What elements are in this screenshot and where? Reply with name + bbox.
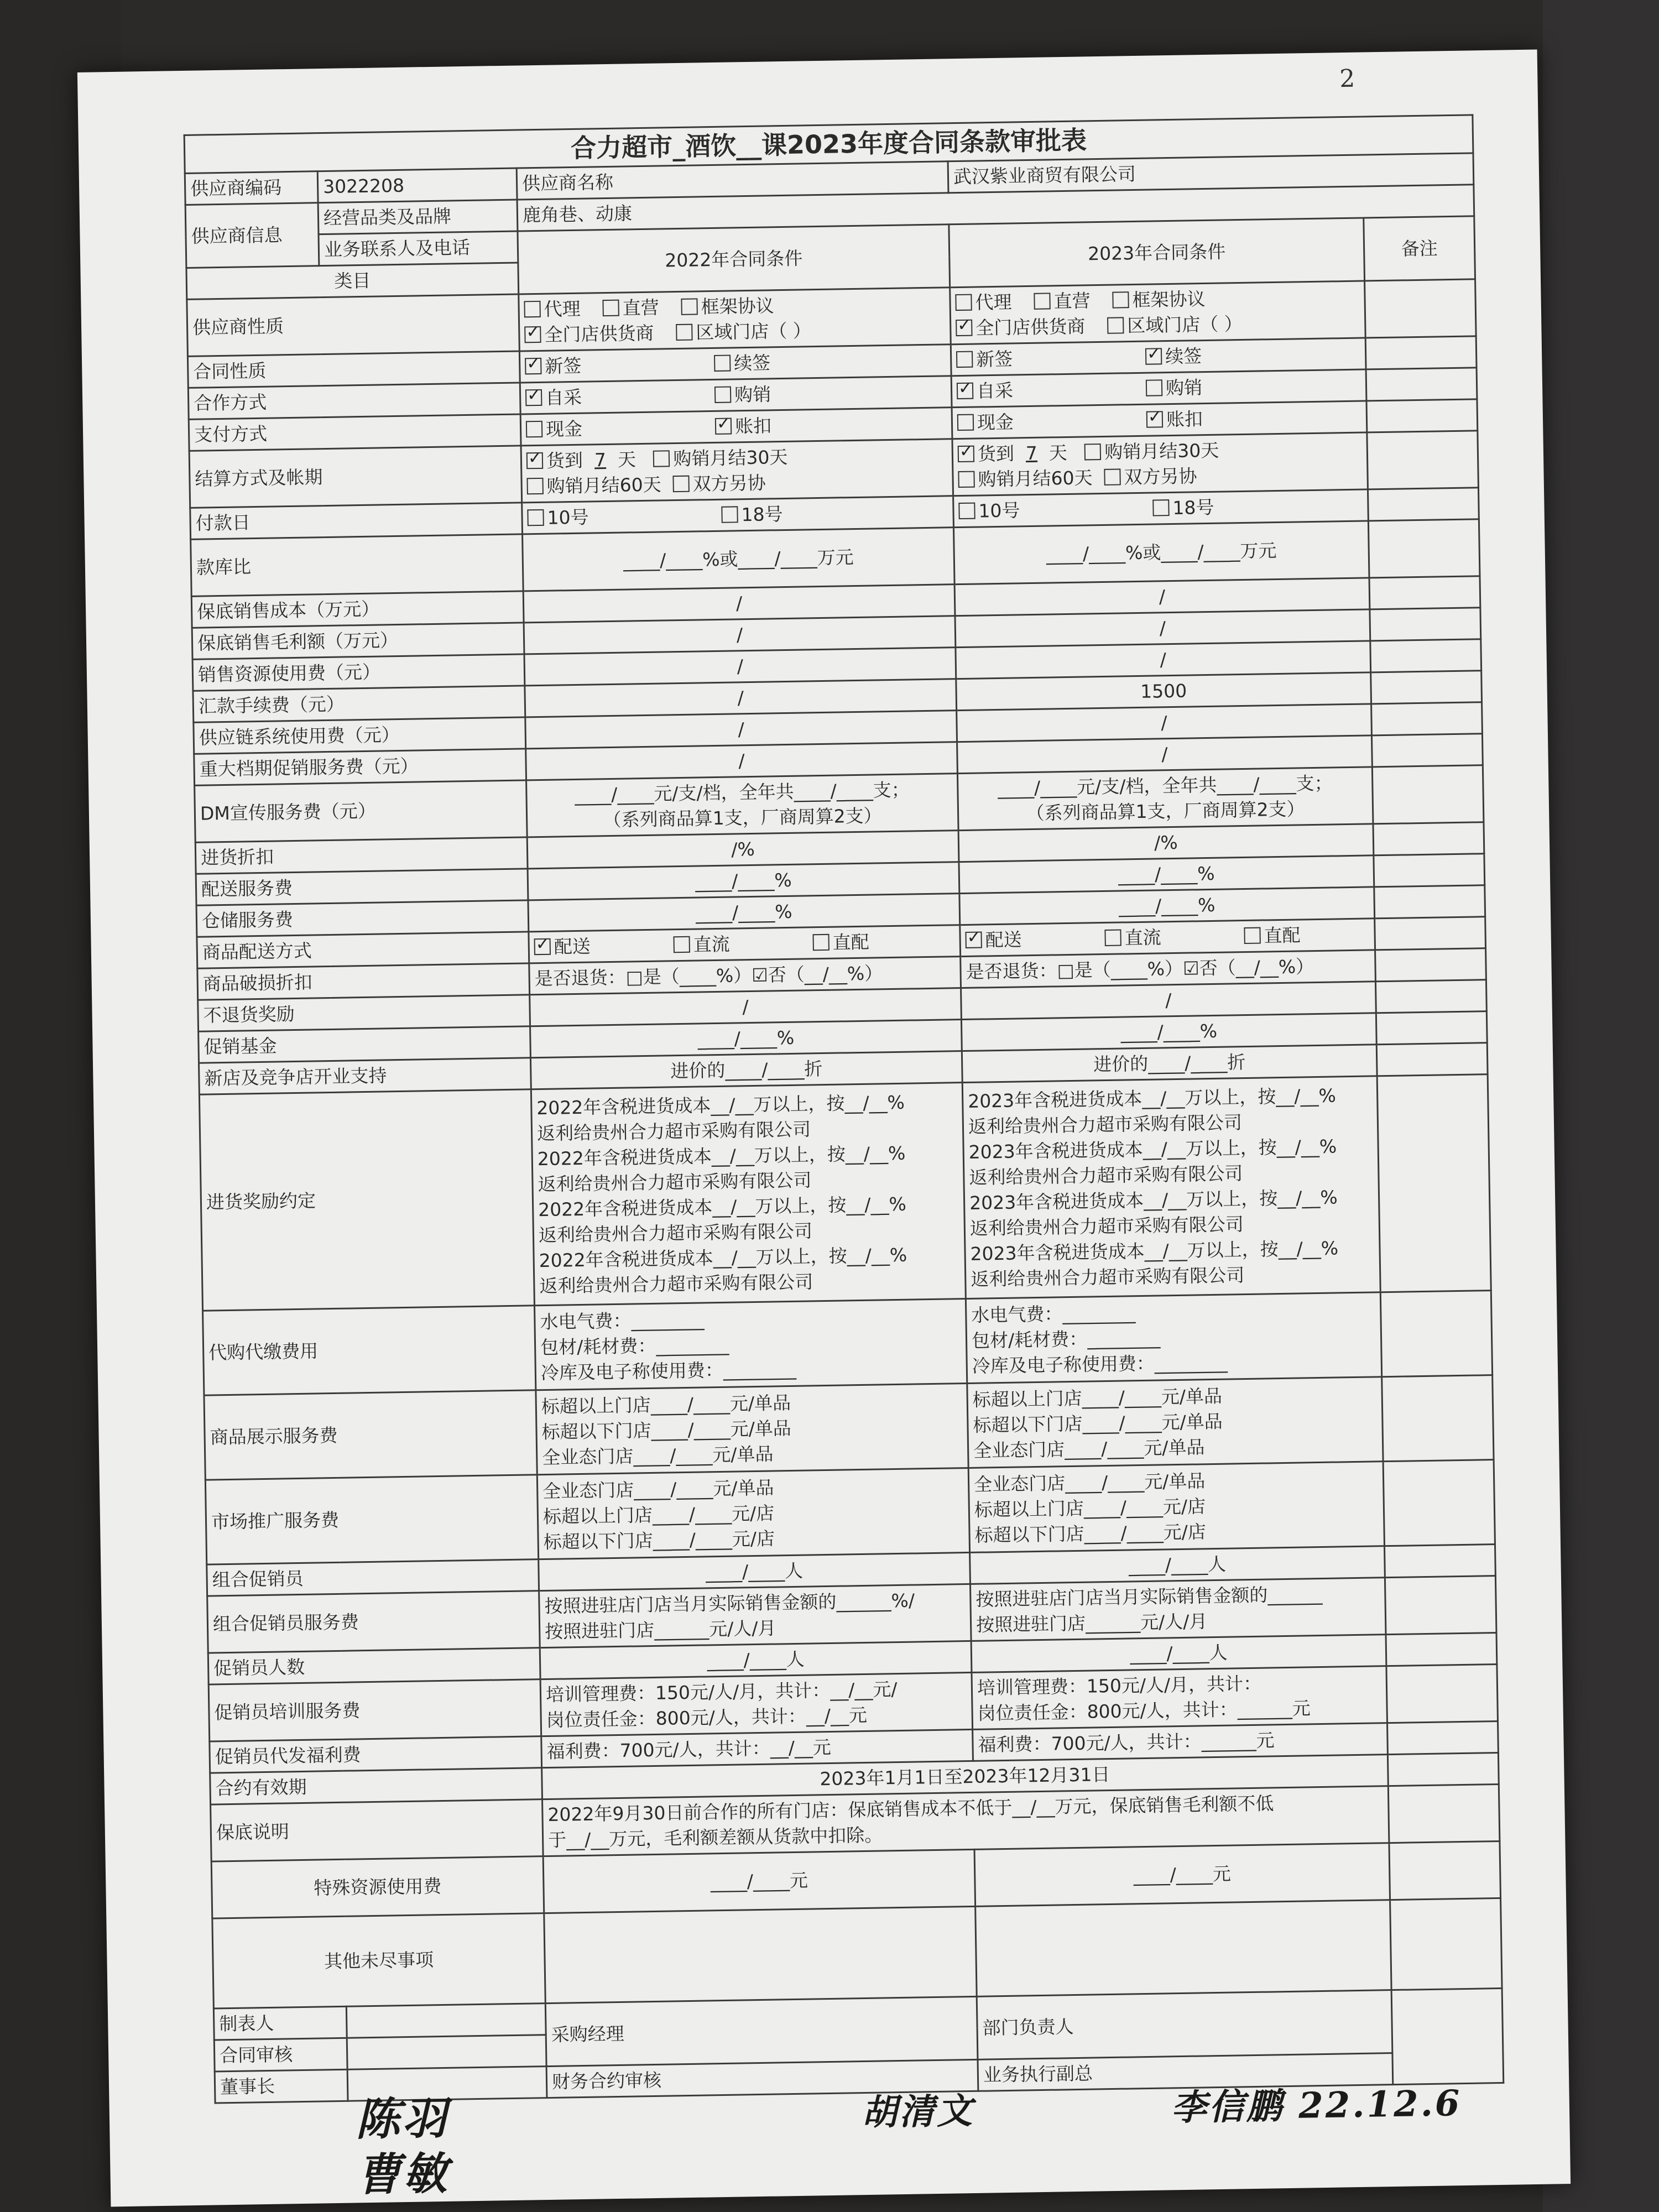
- remark-cell: [1374, 854, 1485, 887]
- contract-form-paper: [77, 50, 1571, 2207]
- checkbox-icon: [721, 506, 738, 523]
- option-label: 现金: [545, 418, 583, 440]
- min-cost-2022: /: [523, 585, 955, 623]
- checkbox-icon: [1152, 499, 1169, 516]
- checked-box-icon: [526, 452, 543, 469]
- combo-fee-line: 按照进驻店门店当月实际销售金额的______: [975, 1583, 1323, 1610]
- remit-fee-label: 汇款手续费（元）: [193, 686, 525, 722]
- res-fee-2022: /: [524, 648, 956, 686]
- remit-fee-2022: /: [525, 679, 957, 717]
- market-line: 标超以下门店____/____元/店: [974, 1521, 1207, 1546]
- header-remark: 备注: [1364, 216, 1475, 281]
- delivery-label: 商品配送方式: [197, 932, 529, 968]
- promo-fund-2022: ____/____%: [530, 1020, 962, 1058]
- dm-fee-2022: [526, 774, 959, 837]
- agency-2023: [966, 1292, 1381, 1384]
- promoters-2023: ____/____人: [971, 1635, 1386, 1673]
- market-line: 标超以上门店____/____元/店: [974, 1495, 1206, 1521]
- dm-fee-2023: [957, 767, 1373, 831]
- review-label: 合同审核: [214, 2038, 347, 2072]
- option-label: 货到: [977, 442, 1015, 465]
- new-store-2022: 进价的____/____折: [530, 1051, 962, 1089]
- ratio-label: 款库比: [191, 534, 524, 596]
- rebate-line: 2023年含税进货成本__/__万以上，按__/__%: [970, 1237, 1339, 1265]
- display-line: 标超以下门店____/____元/单品: [973, 1410, 1223, 1436]
- guarantee-line: 2022年9月30日前合作的所有门店：保底销售成本不低于__/__万元，保底销售毛利额不低: [547, 1792, 1274, 1825]
- min-margin-2023: /: [955, 609, 1370, 648]
- rebate-line: 2023年含税进货成本__/__万以上，按__/__%: [969, 1186, 1338, 1214]
- scm-fee-label: 供应链系统使用费（元）: [194, 717, 526, 754]
- maker-signature: 陈羽: [355, 2091, 449, 2146]
- promoters-2022: ____/____人: [540, 1641, 972, 1679]
- dm-fee-line2: （系列商品算1支，厂商周算2支）: [603, 805, 882, 831]
- option-label: 账扣: [734, 415, 772, 437]
- checked-box-icon: [965, 931, 982, 948]
- storage-fee-label: 仓储服务费: [196, 900, 529, 937]
- option-label: 续签: [1165, 345, 1202, 368]
- training-line: 岗位责任金：800元/人，共计：______元: [977, 1697, 1311, 1724]
- rebate-line: 返利给贵州合力超市采购有限公司: [536, 1118, 811, 1145]
- rebate-line: 2023年含税进货成本__/__万以上，按__/__%: [967, 1084, 1337, 1112]
- option-label: 框架协议: [701, 295, 774, 318]
- checkbox-icon: [653, 450, 670, 467]
- res-fee-2023: /: [956, 641, 1371, 679]
- dist-fee-2022: ____/____%: [528, 862, 959, 900]
- option-label: 10号: [547, 506, 589, 529]
- checkbox-icon: [957, 414, 974, 431]
- rebate-line: 返利给贵州合力超市采购有限公司: [969, 1213, 1244, 1239]
- remark-cell: [1374, 885, 1485, 919]
- welfare-2022: 福利费：700元/人，共计：__/__元: [541, 1729, 973, 1767]
- ratio-2022: ____/____%或____/____万元: [523, 528, 955, 591]
- option-label: 购销月结60天: [978, 467, 1093, 491]
- checkbox-icon: [526, 478, 543, 494]
- checked-box-icon: [956, 320, 972, 336]
- nature-2022: [519, 288, 951, 351]
- training-2022: [540, 1672, 973, 1736]
- dm-fee-line2: （系列商品算1支，厂商周算2支）: [1026, 798, 1305, 825]
- combo-fee-line: 按照进驻门店______元/人/月: [544, 1617, 776, 1643]
- settle-label: 结算方式及帐期: [189, 446, 522, 508]
- rebate-2023: [962, 1076, 1380, 1299]
- checked-box-icon: [715, 418, 732, 434]
- approval-form: [184, 114, 1503, 2201]
- min-margin-label: 保底销售毛利额（万元）: [192, 623, 524, 659]
- market-line: 标超以下门店____/____元/店: [543, 1527, 775, 1553]
- option-label: 购销: [1165, 377, 1203, 399]
- chairman-label: 董事长: [215, 2069, 348, 2103]
- option-label: 购销月结30天: [1104, 439, 1219, 463]
- checkbox-icon: [956, 351, 973, 368]
- storage-fee-2023: ____/____%: [959, 887, 1375, 925]
- promo-fee-2023: /: [957, 735, 1373, 774]
- finance-label: 财务合约审核: [546, 2059, 978, 2098]
- remark-cell: [1385, 1576, 1496, 1635]
- remark-cell: [1391, 1988, 1504, 2084]
- other-2022: [544, 1906, 977, 2003]
- remark-cell: [1386, 1633, 1497, 1666]
- agency-line: 包材/耗材费：________: [971, 1327, 1161, 1352]
- dist-fee-label: 配送服务费: [196, 869, 528, 905]
- remark-cell: [1371, 671, 1482, 704]
- checkbox-icon: [1244, 927, 1260, 944]
- header-2023: 2023年合同条件: [949, 218, 1365, 288]
- dm-fee-line1: ____/____元/支/档，全年共____/____支；: [574, 779, 910, 806]
- page-mark: 2: [1339, 64, 1355, 93]
- market-2023: [968, 1462, 1384, 1553]
- remark-cell: [1372, 765, 1484, 824]
- remark-cell: [1390, 1898, 1503, 1990]
- checkbox-icon: [955, 294, 972, 311]
- days-value: 7: [594, 449, 607, 471]
- remark-cell: [1375, 917, 1486, 950]
- market-2022: [537, 1468, 969, 1559]
- maker-signature-cell: [346, 2004, 546, 2038]
- remark-cell: [1382, 1375, 1494, 1462]
- special-2023: ____/____元: [974, 1843, 1390, 1907]
- combo-fee-2023: [970, 1578, 1386, 1641]
- pay-method-label: 支付方式: [189, 414, 521, 451]
- option-label: 新签: [975, 348, 1013, 371]
- option-label: 代理: [975, 291, 1012, 314]
- option-label: 续签: [733, 352, 771, 374]
- option-label: 直营: [622, 296, 659, 319]
- no-return-label: 不退货奖励: [198, 995, 530, 1031]
- days-unit: 天: [617, 448, 637, 471]
- vp-label: 业务执行副总: [978, 2053, 1393, 2091]
- checkbox-icon: [676, 324, 692, 341]
- checkbox-icon: [1084, 444, 1101, 460]
- agency-line: 冷库及电子称使用费：________: [540, 1358, 797, 1384]
- remark-cell: [1376, 1011, 1487, 1045]
- combo-fee-label: 组合促销员服务费: [207, 1591, 540, 1653]
- purchase-mgr-label: [545, 1996, 978, 2066]
- damage-2023: 是否退货：□是（____%）☑否（__/__%）: [961, 950, 1376, 988]
- market-line: 全业态门店____/____元/单品: [973, 1470, 1206, 1495]
- purchase-signature: 胡清文: [861, 2090, 975, 2134]
- supplier-name-label: 供应商名称: [517, 161, 948, 200]
- remit-fee-2023: 1500: [956, 672, 1371, 711]
- remark-cell: [1384, 1545, 1495, 1578]
- checkbox-icon: [958, 503, 975, 519]
- maker-label: 制表人: [213, 2006, 347, 2040]
- promo-fund-label: 促销基金: [199, 1026, 531, 1063]
- dm-fee-line1: ____/____元/支/档，全年共____/____支；: [997, 772, 1333, 799]
- option-label: 18号: [741, 503, 783, 526]
- purchase-mgr-text: 采购经理: [551, 2022, 624, 2046]
- remark-cell: [1366, 399, 1478, 432]
- promo-fee-label: 重大档期促销服务费（元）: [194, 749, 526, 785]
- option-label: 框架协议: [1132, 288, 1206, 311]
- remark-cell: [1387, 1721, 1499, 1754]
- checkbox-icon: [524, 301, 540, 317]
- checkbox-icon: [1034, 293, 1050, 309]
- checked-box-icon: [524, 326, 541, 343]
- checkbox-icon: [1146, 379, 1162, 396]
- agency-line: 水电气费：________: [971, 1302, 1136, 1326]
- remark-cell: [1386, 1665, 1498, 1723]
- category-value: 鹿角巷、动康: [517, 185, 1474, 231]
- checked-box-icon: [1146, 411, 1163, 427]
- supplier-code-value: 3022208: [317, 168, 517, 203]
- option-label: 配送: [985, 928, 1022, 951]
- pay-day-label: 付款日: [190, 503, 523, 539]
- scm-fee-2023: /: [957, 704, 1372, 742]
- option-label: 购销: [734, 383, 771, 406]
- checkbox-icon: [714, 354, 731, 371]
- training-line: 培训管理费：150元/人/月，共计：__/__元/: [545, 1678, 898, 1706]
- form-table: [184, 114, 1505, 2104]
- option-label: 直流: [1124, 926, 1161, 949]
- promoters-label: 促销员人数: [208, 1648, 540, 1684]
- promo-fee-2022: /: [526, 742, 958, 780]
- remark-cell: [1383, 1460, 1495, 1546]
- min-margin-2022: /: [524, 616, 956, 654]
- checked-box-icon: [957, 383, 973, 399]
- contact-label: 业务联系人及电话: [319, 231, 518, 266]
- checkbox-icon: [1104, 930, 1121, 946]
- checkbox-icon: [812, 934, 829, 951]
- settle-2023: [952, 432, 1368, 496]
- min-cost-label: 保底销售成本（万元）: [191, 591, 524, 628]
- new-store-label: 新店及竞争店开业支持: [199, 1058, 531, 1094]
- agency-2022: [534, 1299, 967, 1390]
- checkbox-icon: [672, 476, 689, 492]
- option-label: 自采: [545, 386, 582, 409]
- option-label: 直配: [1264, 924, 1301, 947]
- remark-cell: [1380, 1291, 1492, 1377]
- discount-label: 进货折扣: [195, 837, 528, 874]
- guarantee-line: 于__/__万元，毛利额差额从货款中扣除。: [547, 1824, 883, 1851]
- combo-2022: ____/____人: [539, 1552, 971, 1590]
- min-cost-2023: /: [954, 578, 1370, 616]
- option-label: 双方另协: [692, 472, 766, 495]
- remark-cell: [1367, 431, 1479, 489]
- option-label: 货到: [546, 449, 583, 472]
- remark-cell: [1376, 1043, 1488, 1076]
- guarantee-label: 保底说明: [211, 1799, 544, 1861]
- checkbox-icon: [1112, 291, 1129, 308]
- dept-head-label: [977, 1990, 1392, 2060]
- agency-line: 冷库及电子称使用费：________: [972, 1351, 1228, 1377]
- other-label: 其他未尽事项: [212, 1913, 545, 2008]
- dept-signature: 李信鹏 22.12.6: [1171, 2083, 1462, 2129]
- option-label: 自采: [976, 379, 1014, 402]
- promo-fund-2023: ____/____%: [961, 1013, 1376, 1051]
- remark-cell: [1365, 279, 1477, 338]
- remark-cell: [1388, 1784, 1500, 1843]
- no-return-2022: /: [530, 988, 962, 1026]
- supplier-code-label: 供应商编码: [185, 171, 318, 205]
- damage-label: 商品破损折扣: [197, 963, 530, 1000]
- agency-label: 代购代缴费用: [203, 1306, 536, 1395]
- nature-label: 供应商性质: [187, 294, 520, 356]
- option-label: 购销月结30天: [673, 446, 788, 470]
- option-label: 全门店供货商: [544, 322, 654, 346]
- rebate-label: 进货奖励约定: [199, 1089, 534, 1311]
- display-line: 标超以下门店____/____元/单品: [541, 1417, 792, 1443]
- remark-cell: [1368, 519, 1480, 578]
- checkbox-icon: [681, 298, 697, 315]
- category-label: 经营品类及品牌: [318, 200, 518, 234]
- display-2022: [536, 1383, 968, 1474]
- dm-fee-label: DM宣传服务费（元）: [195, 780, 528, 842]
- remark-cell: [1366, 368, 1477, 401]
- storage-fee-2022: ____/____%: [528, 894, 960, 932]
- supplier-name-value: 武汉紫业商贸有限公司: [948, 153, 1474, 193]
- welfare-2023: 福利费：700元/人，共计：______元: [973, 1723, 1388, 1761]
- rebate-line: 2022年含税进货成本__/__万以上，按__/__%: [539, 1244, 907, 1272]
- checkbox-icon: [526, 421, 542, 437]
- contract-type-label: 合同性质: [187, 351, 520, 388]
- dept-head-text: 部门负责人: [982, 2015, 1074, 2039]
- combo-fee-line: 按照进驻门店______元/人/月: [975, 1610, 1208, 1636]
- option-label: 区域门店（ ）: [696, 320, 812, 343]
- welfare-label: 促销员代发福利费: [210, 1736, 542, 1773]
- ratio-2023: ____/____%或____/____万元: [953, 521, 1369, 585]
- coop-label: 合作方式: [188, 383, 520, 419]
- other-2023: [975, 1900, 1391, 1997]
- review-signature: 曹敏: [356, 2147, 450, 2201]
- option-label: 配送: [554, 935, 591, 958]
- checkbox-icon: [1104, 468, 1120, 485]
- agency-line: 包材/耗材费：________: [540, 1333, 729, 1359]
- header-item: 类目: [186, 263, 519, 299]
- remark-cell: [1387, 1752, 1499, 1786]
- display-line: 全业态门店____/____元/单品: [973, 1436, 1205, 1462]
- training-line: 培训管理费：150元/人/月，共计：: [977, 1672, 1262, 1699]
- market-line: 标超以上门店____/____元/店: [542, 1502, 775, 1528]
- damage-2022: 是否退货：□是（____%）☑否（__/__%）: [529, 957, 961, 995]
- training-label: 促销员培训服务费: [208, 1679, 541, 1741]
- rebate-line: 2023年含税进货成本__/__万以上，按__/__%: [968, 1135, 1337, 1163]
- remark-cell: [1389, 1841, 1501, 1900]
- option-label: 购销月结60天: [546, 473, 661, 497]
- form-title: 合力超市_酒饮__课2023年度合同条款审批表: [184, 115, 1473, 174]
- market-label: 市场推广服务费: [205, 1475, 538, 1564]
- option-label: 账扣: [1166, 408, 1203, 431]
- res-fee-label: 销售资源使用费（元）: [192, 654, 525, 691]
- checkbox-icon: [602, 300, 619, 316]
- special-label: 特殊资源使用费: [211, 1856, 544, 1918]
- remark-cell: [1371, 702, 1483, 735]
- rebate-2022: [531, 1083, 966, 1306]
- discount-2023: /%: [958, 824, 1374, 862]
- option-label: 现金: [977, 411, 1014, 434]
- nature-2023: [950, 281, 1366, 345]
- new-store-2023: 进价的____/____折: [962, 1045, 1377, 1083]
- remark-cell: [1365, 336, 1477, 369]
- no-return-2023: /: [961, 982, 1376, 1020]
- dist-fee-2023: ____/____%: [959, 855, 1374, 894]
- checked-box-icon: [525, 358, 541, 374]
- checkbox-icon: [1107, 317, 1124, 333]
- display-line: 标超以上门店____/____元/单品: [541, 1392, 791, 1418]
- remark-cell: [1377, 1074, 1491, 1292]
- rebate-line: 返利给贵州合力超市采购有限公司: [971, 1264, 1245, 1290]
- settle-2022: [521, 439, 953, 503]
- remark-cell: [1375, 980, 1486, 1013]
- supplier-info-label: 供应商信息: [185, 203, 319, 268]
- agency-line: 水电气费：________: [540, 1308, 705, 1333]
- rebate-line: 2022年含税进货成本__/__万以上，按__/__%: [537, 1142, 906, 1170]
- option-label: 10号: [978, 499, 1020, 522]
- option-label: 直配: [832, 931, 870, 953]
- remark-cell: [1370, 639, 1481, 672]
- rebate-line: 返利给贵州合力超市采购有限公司: [969, 1162, 1243, 1188]
- remark-cell: [1375, 948, 1486, 982]
- option-label: 全门店供货商: [975, 315, 1086, 339]
- option-label: 双方另协: [1124, 465, 1197, 488]
- checkbox-icon: [958, 471, 974, 488]
- remark-cell: [1371, 734, 1483, 767]
- rebate-line: 返利给贵州合力超市采购有限公司: [538, 1220, 813, 1246]
- training-2023: [972, 1666, 1387, 1730]
- market-line: 全业态门店____/____元/单品: [542, 1477, 774, 1503]
- option-label: 新签: [544, 354, 582, 377]
- header-2022: 2022年合同条件: [518, 225, 950, 294]
- rebate-line: 2022年含税进货成本__/__万以上，按__/__%: [538, 1193, 907, 1221]
- combo-2023: ____/____人: [970, 1546, 1385, 1584]
- option-label: 代理: [544, 298, 581, 320]
- checked-box-icon: [525, 389, 542, 406]
- combo-fee-2022: [539, 1584, 972, 1647]
- checked-box-icon: [534, 938, 551, 955]
- checkbox-icon: [527, 509, 544, 526]
- remark-cell: [1368, 488, 1479, 521]
- special-2022: ____/____元: [543, 1849, 975, 1913]
- display-label: 商品展示服务费: [204, 1390, 537, 1480]
- option-label: 直营: [1053, 290, 1091, 312]
- remark-cell: [1373, 822, 1484, 855]
- option-label: 18号: [1172, 496, 1214, 519]
- validity-value: 2023年1月1日至2023年12月31日: [542, 1755, 1389, 1799]
- option-label: 直流: [693, 933, 731, 956]
- rebate-line: 返利给贵州合力超市采购有限公司: [538, 1169, 812, 1196]
- checkbox-icon: [674, 936, 690, 953]
- option-label: 区域门店（ ）: [1126, 312, 1243, 337]
- discount-2022: /%: [527, 831, 959, 869]
- days-value: 7: [1025, 442, 1038, 465]
- review-signature-cell: [347, 2035, 546, 2070]
- combo-label: 组合促销员: [207, 1559, 539, 1596]
- rebate-line: 2022年含税进货成本__/__万以上，按__/__%: [536, 1091, 905, 1119]
- scm-fee-2022: /: [525, 711, 957, 749]
- rebate-line: 返利给贵州合力超市采购有限公司: [539, 1271, 813, 1297]
- checked-box-icon: [1145, 348, 1162, 364]
- checked-box-icon: [958, 446, 974, 462]
- checkbox-icon: [714, 386, 731, 403]
- validity-label: 合约有效期: [210, 1768, 542, 1804]
- rebate-line: 返利给贵州合力超市采购有限公司: [968, 1112, 1243, 1138]
- combo-fee-line: 按照进驻店门店当月实际销售金额的______%/: [544, 1589, 915, 1618]
- display-line: 标超以上门店____/____元/单品: [972, 1385, 1223, 1411]
- remark-cell: [1370, 608, 1481, 641]
- training-line: 岗位责任金：800元/人，共计：__/__元: [546, 1704, 868, 1731]
- days-unit: 天: [1048, 441, 1068, 464]
- display-2023: [967, 1377, 1383, 1468]
- remark-cell: [1369, 576, 1480, 609]
- display-line: 全业态门店____/____元/单品: [541, 1443, 774, 1469]
